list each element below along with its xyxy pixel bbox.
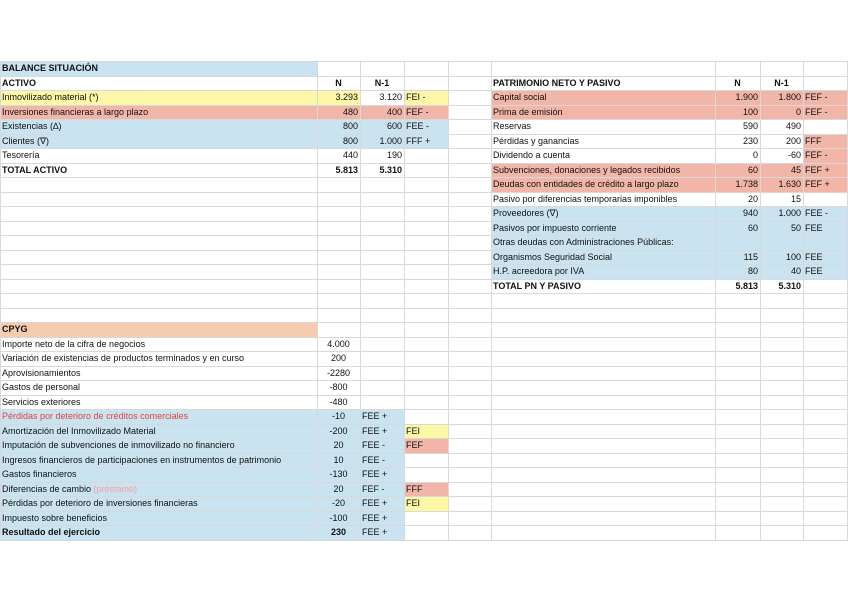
pasivo-row-label[interactable]: Subvenciones, donaciones y legados recibidos	[493, 164, 681, 175]
pasivo-row-code[interactable]: FFF	[805, 135, 822, 146]
cpyg-row-extra[interactable]: FEI	[406, 425, 421, 436]
pasivo-row-label[interactable]: Reservas	[493, 121, 532, 131]
cpyg-row-code[interactable]: FEF -	[362, 483, 385, 494]
cpyg-row-extra[interactable]: FEI	[406, 498, 421, 508]
activo-row-n[interactable]: 440	[342, 150, 358, 160]
cpyg-row-code[interactable]	[360, 380, 404, 395]
sheet-title[interactable]: BALANCE SITUACIÓN	[2, 63, 98, 73]
pasivo-row-code[interactable]: FEF -	[805, 150, 828, 160]
pasivo-row-n[interactable]: 1.738	[735, 179, 758, 189]
cpyg-row-code[interactable]: FEE +	[362, 498, 388, 508]
pasivo-row-code[interactable]	[803, 235, 848, 250]
activo-col-n[interactable]: N	[335, 77, 342, 88]
cpyg-row-extra[interactable]: FFF	[406, 483, 423, 494]
cpyg-row-code[interactable]: FEE -	[362, 440, 386, 450]
activo-row-n[interactable]: 3.293	[335, 92, 358, 102]
pasivo-row-n1[interactable]: 100	[785, 251, 801, 262]
pasivo-row-n1[interactable]: 15	[790, 193, 801, 204]
cpyg-row-extra[interactable]	[404, 351, 448, 366]
pasivo-row-label[interactable]: Capital social	[493, 92, 547, 102]
cpyg-row-label[interactable]: Diferencias de cambio (préstamo)	[2, 483, 138, 494]
pasivo-row-label[interactable]: Deudas con entidades de crédito a largo plazo	[493, 179, 679, 189]
cpyg-row-code[interactable]	[360, 351, 404, 366]
pasivo-row-n1[interactable]: 0	[795, 106, 801, 117]
pasivo-row-n[interactable]: 590	[742, 121, 758, 131]
pasivo-row-n[interactable]: 230	[742, 135, 758, 146]
pasivo-row-n1[interactable]: 200	[785, 135, 801, 146]
cpyg-row-code[interactable]	[360, 395, 404, 410]
pasivo-row-label[interactable]: H.P. acreedora por IVA	[493, 266, 585, 276]
pasivo-row-n1[interactable]	[760, 235, 803, 250]
pasivo-row-n[interactable]	[715, 235, 760, 250]
pasivo-row-code[interactable]: FEF -	[805, 106, 828, 117]
pasivo-row-label[interactable]: Pasivos por impuesto corriente	[493, 222, 617, 233]
pasivo-total-label[interactable]: TOTAL PN Y PASIVO	[493, 280, 582, 291]
pasivo-row-n[interactable]: 100	[742, 106, 758, 117]
pasivo-row-code[interactable]	[803, 119, 848, 134]
cpyg-title[interactable]: CPYG	[2, 324, 28, 334]
cpyg-row-value[interactable]: 4.000	[327, 338, 350, 349]
pasivo-row-code[interactable]: FEE	[805, 266, 823, 276]
activo-total-label[interactable]: TOTAL ACTIVO	[2, 164, 68, 175]
pasivo-total-n[interactable]: 5.813	[735, 280, 758, 291]
activo-row-code[interactable]: FEF -	[406, 106, 429, 117]
pasivo-row-n[interactable]: 115	[743, 251, 758, 262]
pasivo-row-n[interactable]: 60	[747, 222, 758, 233]
activo-header[interactable]: ACTIVO	[2, 77, 37, 88]
cpyg-row-code[interactable]	[360, 337, 404, 352]
pasivo-row-code[interactable]: FEF -	[805, 92, 828, 102]
cpyg-row-value[interactable]: -20	[331, 498, 345, 508]
pasivo-row-label[interactable]: Dividendo a cuenta	[493, 150, 571, 160]
cpyg-row-value[interactable]: 20	[333, 483, 344, 494]
activo-row-n[interactable]: 800	[342, 135, 358, 146]
activo-total-n[interactable]: 5.813	[335, 164, 358, 175]
cpyg-row-extra[interactable]	[404, 337, 448, 352]
cpyg-row-extra[interactable]	[404, 525, 448, 540]
cpyg-row-value[interactable]: -200	[329, 425, 348, 436]
cpyg-row-extra[interactable]	[404, 409, 448, 424]
activo-row-label[interactable]: Inmovilizado material (*)	[2, 92, 99, 102]
activo-row-n1[interactable]: 600	[386, 121, 402, 131]
pasivo-row-code[interactable]: FEE	[805, 222, 823, 233]
cpyg-row-extra[interactable]	[404, 366, 448, 381]
cpyg-row-value[interactable]: -10	[331, 411, 345, 421]
grid-col-line	[448, 61, 449, 540]
pasivo-row-n1[interactable]: 1.630	[778, 179, 801, 189]
cpyg-row-value[interactable]: 230	[330, 527, 347, 537]
pasivo-col-n[interactable]: N	[734, 77, 741, 88]
cpyg-row-extra[interactable]	[404, 467, 448, 482]
activo-row-n1[interactable]: 400	[386, 106, 402, 117]
cpyg-row-label[interactable]: Pérdidas por deterioro de inversiones financieras	[2, 498, 198, 508]
cpyg-row-extra[interactable]	[404, 511, 448, 526]
grid-row-line	[0, 293, 848, 294]
activo-row-n1[interactable]: 190	[386, 150, 402, 160]
cpyg-row-label[interactable]: Gastos financieros	[2, 469, 77, 479]
pasivo-row-n1[interactable]: 490	[785, 121, 801, 131]
activo-row-code[interactable]	[404, 148, 448, 163]
pasivo-row-n1[interactable]: 50	[790, 222, 801, 233]
pasivo-row-code[interactable]: FEE -	[805, 208, 829, 218]
pasivo-row-code[interactable]	[803, 192, 848, 207]
cpyg-row-label[interactable]: Pérdidas por deterioro de créditos comerciales	[2, 411, 189, 421]
activo-row-n1[interactable]: 3.120	[379, 92, 402, 102]
activo-total-n1[interactable]: 5.310	[379, 164, 402, 175]
pasivo-row-label[interactable]: Pérdidas y ganancias	[493, 135, 580, 146]
cpyg-row-label[interactable]: Variación de existencias de productos terminados y en curso	[2, 353, 244, 363]
pasivo-total-n1[interactable]: 5.310	[778, 280, 801, 291]
cpyg-row-value[interactable]: -2280	[326, 367, 351, 378]
cpyg-row-value[interactable]: -130	[329, 469, 348, 479]
activo-row-label[interactable]: Inversiones financieras a largo plazo	[2, 106, 149, 117]
activo-row-label[interactable]: Tesorería	[2, 150, 40, 160]
pasivo-row-n[interactable]: 60	[747, 164, 758, 175]
cpyg-row-label[interactable]: Aprovisionamientos	[2, 367, 81, 378]
grid-row-line	[0, 308, 848, 309]
pasivo-row-label[interactable]: Otras deudas con Administraciones Públicas:	[493, 237, 674, 247]
pasivo-row-label[interactable]: Organismos Seguridad Social	[493, 251, 613, 262]
cpyg-row-label[interactable]: Resultado del ejercicio	[2, 527, 101, 537]
cpyg-row-extra[interactable]: FEF	[406, 440, 423, 450]
spreadsheet	[0, 61, 848, 537]
cpyg-row-extra[interactable]	[404, 380, 448, 395]
cpyg-row-extra[interactable]	[404, 453, 448, 468]
pasivo-row-n[interactable]: 1.900	[735, 92, 758, 102]
cpyg-row-code[interactable]: FEE +	[362, 411, 388, 421]
activo-row-n1[interactable]: 1.000	[379, 135, 402, 146]
pasivo-row-n[interactable]: 20	[747, 193, 758, 204]
pasivo-row-n1[interactable]: 1.000	[778, 208, 801, 218]
activo-row-n[interactable]: 480	[342, 106, 358, 117]
cpyg-row-label[interactable]: Imputación de subvenciones de inmovilizado no financiero	[2, 440, 235, 450]
pasivo-row-n1[interactable]: 45	[790, 164, 801, 175]
pasivo-row-code[interactable]: FEF +	[805, 164, 830, 175]
grid-row-line	[0, 540, 848, 541]
activo-row-code[interactable]: FFF +	[406, 135, 431, 146]
pasivo-row-label[interactable]: Proveedores (∇)	[493, 208, 559, 218]
pasivo-row-n1[interactable]: 1.800	[778, 92, 801, 102]
pasivo-row-n[interactable]: 80	[747, 266, 758, 276]
activo-row-label[interactable]: Clientes (∇)	[2, 135, 50, 146]
cpyg-row-code[interactable]: FEE +	[362, 469, 388, 479]
pasivo-row-code[interactable]: FEF +	[805, 179, 830, 189]
cpyg-row-label[interactable]: Impuesto sobre beneficios	[2, 512, 108, 523]
cpyg-row-code[interactable]: FEE +	[362, 512, 388, 523]
pasivo-row-n1[interactable]: 40	[790, 266, 801, 276]
cpyg-row-value[interactable]: -480	[329, 396, 348, 407]
cpyg-row-value[interactable]: 200	[330, 353, 347, 363]
pasivo-col-n1[interactable]: N-1	[774, 77, 789, 88]
cpyg-row-value[interactable]: 20	[333, 440, 344, 450]
cpyg-row-code[interactable]: FEE +	[362, 527, 388, 537]
cpyg-row-code[interactable]: FEE -	[362, 454, 386, 465]
pasivo-row-label[interactable]: Pasivo por diferencias temporarias imponibles	[493, 193, 678, 204]
pasivo-row-n[interactable]: 940	[742, 208, 758, 218]
cpyg-row-label[interactable]: Servicios exteriores	[2, 396, 81, 407]
activo-row-code[interactable]: FEI -	[406, 92, 426, 102]
cpyg-row-label[interactable]: Gastos de personal	[2, 382, 81, 392]
cpyg-row-value[interactable]: 10	[333, 454, 344, 465]
activo-row-n[interactable]: 800	[342, 121, 358, 131]
cpyg-row-value[interactable]: -800	[329, 382, 348, 392]
pasivo-row-n[interactable]: 0	[752, 150, 758, 160]
cpyg-row-extra[interactable]	[404, 395, 448, 410]
pasivo-row-n1[interactable]: -60	[787, 150, 801, 160]
activo-row-code[interactable]: FEE -	[406, 121, 430, 131]
pasivo-row-code[interactable]: FEE	[805, 251, 823, 262]
activo-col-n1[interactable]: N-1	[374, 77, 390, 88]
cpyg-row-label[interactable]: Importe neto de la cifra de negocios	[2, 338, 146, 349]
pasivo-header[interactable]: PATRIMONIO NETO Y PASIVO	[493, 77, 621, 88]
cpyg-row-label[interactable]: Amortización del Inmovilizado Material	[2, 425, 156, 436]
activo-row-label[interactable]: Existencias (∆)	[2, 121, 62, 131]
cpyg-row-value[interactable]: -100	[329, 512, 348, 523]
cpyg-row-code[interactable]	[360, 366, 404, 381]
pasivo-row-label[interactable]: Prima de emisión	[493, 106, 563, 117]
cpyg-row-code[interactable]: FEE +	[362, 425, 388, 436]
cpyg-row-note: (préstamo)	[91, 483, 138, 494]
cpyg-row-label[interactable]: Ingresos financieros de participaciones en instrumentos de patrimonio	[2, 454, 282, 465]
